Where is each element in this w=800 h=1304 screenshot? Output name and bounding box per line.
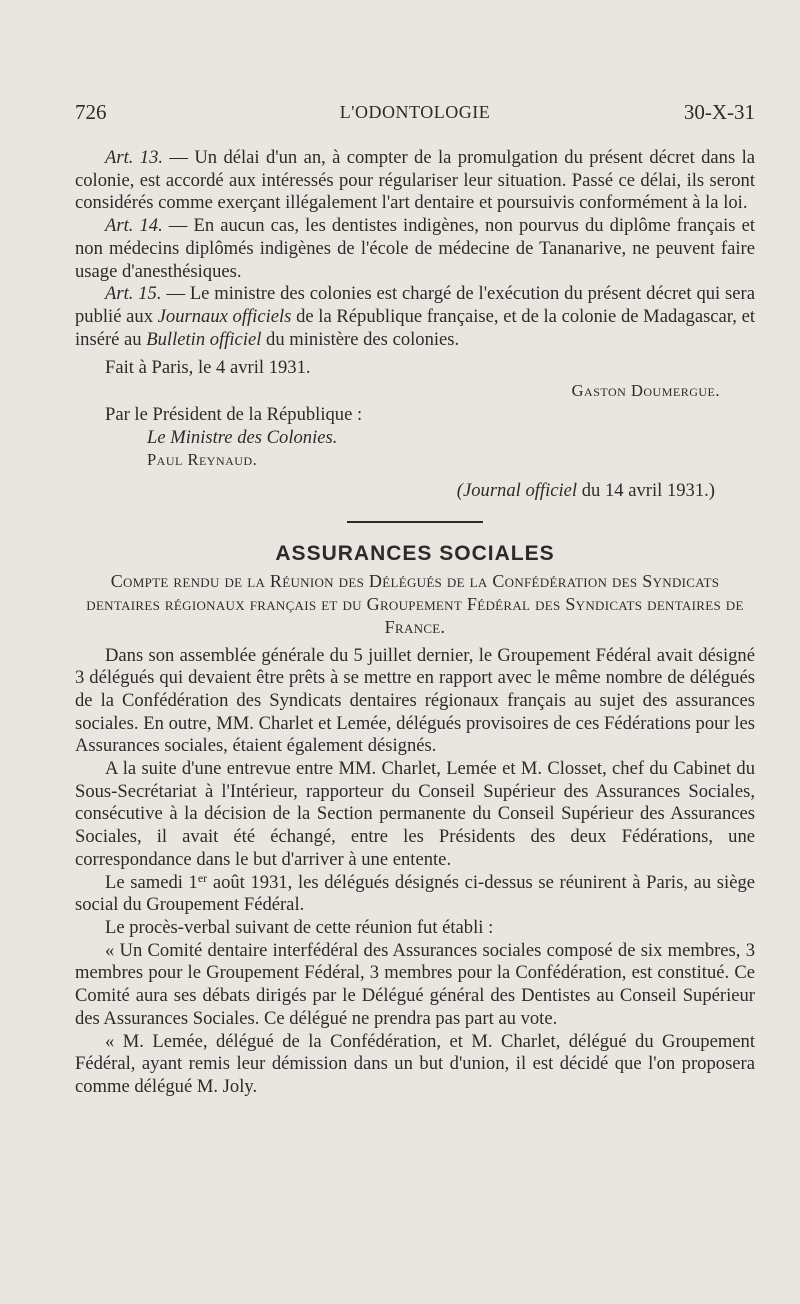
article-label: Art. 15. [105,283,162,305]
journal-officiel-ref [75,480,755,503]
jo-date: du 14 avril 1931.) [577,480,715,502]
bulletin-officiel: Bulletin officiel [146,328,262,350]
article-text: — Le ministre des colonies est chargé de l'exécution du présent décret qui sera publié aux [75,283,755,327]
paragraph: A la suite d'une entrevue entre MM. Charlet, Lemée et M. Closset, chef du Cabinet du Sous-Secrétariat à l'Intérieur, rapporteur du Conseil Supérieur des Assurances Sociales, consécutive à la décision de la Section permanente du Conseil Supérieur des Assurances Sociales, il avait été échangé, entre les Présidents des deux Fédérations, une correspondance dans le but d'arriver à une entente. [75,758,755,870]
paragraph: « Un Comité dentaire interfédéral des Assurances sociales composé de six membres, 3 membres pour le Groupement Fédéral, 3 membres pour la Confédération, est constitué. Ce Comité aura ses débats dirigés par le Délégué général des Dentistes au Conseil Supérieur des Assurances Sociales. Ce délégué ne prendra pas part au vote. [75,939,755,1029]
ministre-name: Paul Reynaud. [147,450,258,470]
section-subtitle: Compte rendu de la Réunion des Délégués de la Confédération des Syndicats dentaires régionaux français et du Groupement Fédéral des Syndicats dentaires de France. [86,570,744,637]
running-header [75,100,755,130]
article-14 [75,215,755,283]
paragraph-text: Le samedi 1 [105,871,198,893]
paragraph-samedi [75,872,755,917]
article-13 [75,147,755,215]
journaux-officiels: Journaux officiels [157,305,292,327]
ministre-des-colonies: Le Ministre des Colonies. [147,426,338,448]
section-divider [347,521,483,523]
running-title: L'ODONTOLOGIE [339,102,491,122]
paragraph: Le procès-verbal suivant de cette réunion fut établi : [105,916,494,938]
president-name: Gaston Doumergue. [571,381,720,401]
section-title: ASSURANCES SOCIALES [275,541,555,565]
page-number: 726 [75,100,107,124]
article-label: Art. 14. [105,215,163,237]
page-body [75,147,755,1099]
article-text: — En aucun cas, les dentistes indigènes, non pourvus du diplôme français et non médecins diplômés indigènes de l'école de médecine de Tananarive, ne peuvent faire usage d'anesthésiques. [75,215,755,282]
president-signature-line [75,382,755,404]
issue-date: 30-X-31 [683,100,755,124]
superscript: er [197,870,208,885]
par-le-president: Par le Président de la République : [105,404,363,426]
paragraph-text: août 1931, les délégués désignés ci-dessus se réunirent à Paris, au siège social du Groupement Fédéral. [75,871,756,916]
paragraph: « M. Lemée, délégué de la Confédération, et M. Charlet, délégué du Groupement Fédéral, ayant remis leur démission dans un but d'union, il est décidé que l'on proposera comme délégué M. Joly. [75,1030,755,1097]
paragraph: Dans son assemblée générale du 5 juillet dernier, le Groupement Fédéral avait désigné 3 délégués qui devaient être prêts à se mettre en rapport avec le même nombre de délégués de la Confédération des Syndicats dentaires régionaux français au sujet des assurances sociales. En outre, MM. Charlet et Lemée, délégués provisoires de ces Fédérations pour les Assurances sociales, étaient également désignés. [75,644,755,757]
article-text: — Un délai d'un an, à compter de la promulgation du présent décret dans la colonie, est accordé aux intéressés pour régulariser leur situation. Passé ce délai, ils seront considérés comme exerçant illégalement l'art dentaire et poursuivis conformément à la loi. [75,147,755,214]
article-15 [75,283,755,351]
article-text: du ministère des colonies. [261,328,460,350]
article-text: de la République française, et de la colonie de Madagascar, et inséré au [75,305,755,350]
jo-title: (Journal officiel [456,480,578,502]
article-label: Art. 13. [105,147,164,168]
fait-a-paris: Fait à Paris, le 4 avril 1931. [105,357,311,379]
